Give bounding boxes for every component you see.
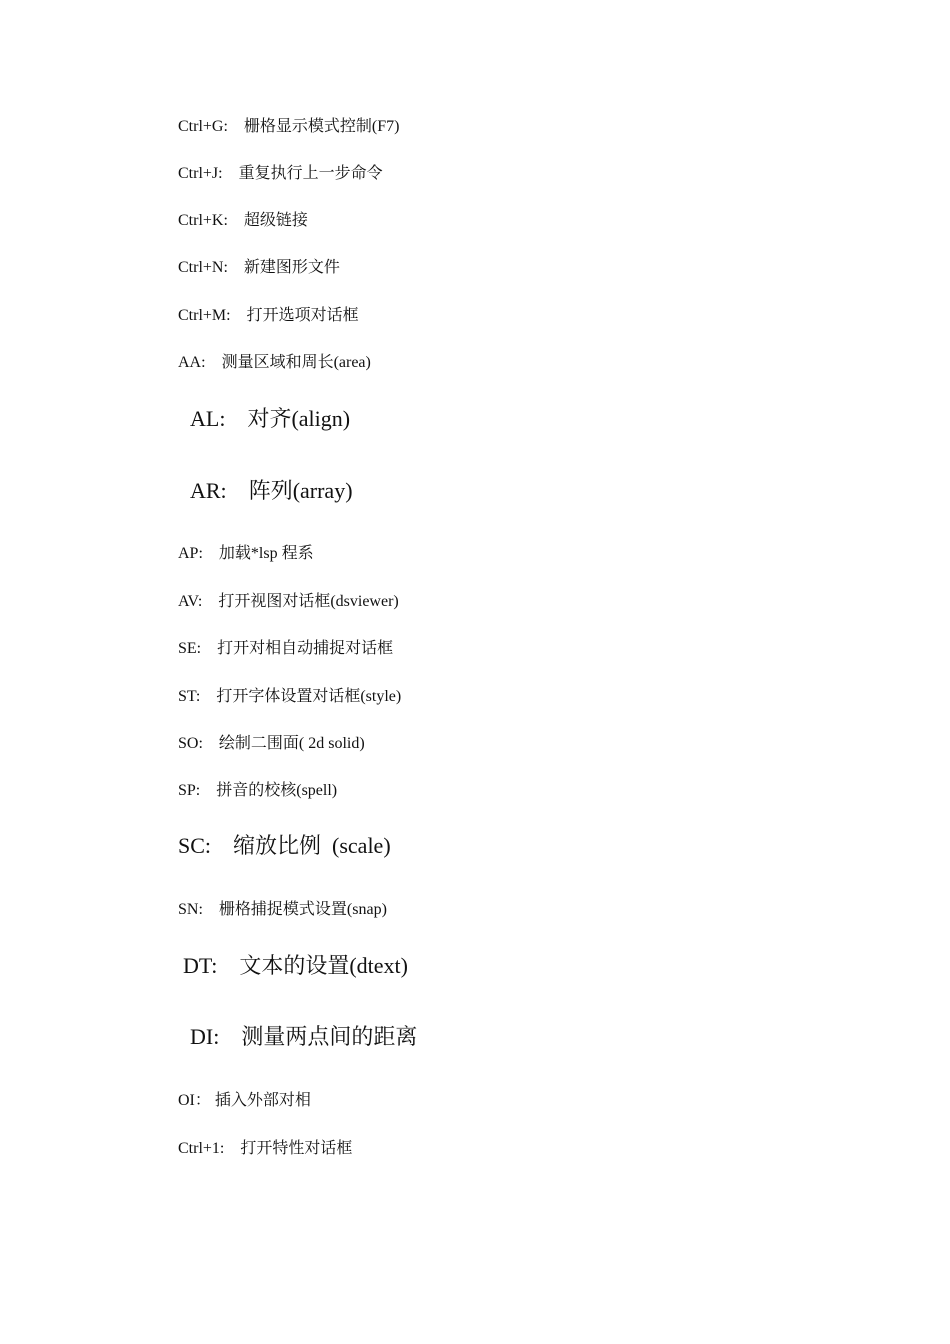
shortcut-key: SC: xyxy=(178,833,212,858)
shortcut-description: 栅格捕捉模式设置(snap) xyxy=(218,901,387,918)
shortcut-entry-dt xyxy=(183,955,408,977)
shortcut-key: AR: xyxy=(190,478,227,503)
shortcut-entry-ctrl-m xyxy=(178,308,359,324)
shortcut-description: 插入外部对相 xyxy=(214,1092,311,1109)
shortcut-entry-av xyxy=(178,594,399,610)
shortcut-key: AP: xyxy=(178,545,203,562)
shortcut-entry-al xyxy=(190,408,350,430)
shortcut-entry-aa xyxy=(178,355,371,371)
shortcut-description: 缩放比例 (scale) xyxy=(233,833,391,858)
shortcut-description: 打开字体设置对话框(style) xyxy=(216,688,402,705)
shortcut-entry-so xyxy=(178,736,365,752)
shortcut-entry-sp xyxy=(178,783,337,799)
shortcut-key: DI: xyxy=(190,1024,220,1049)
shortcut-key: Ctrl+N: xyxy=(178,259,228,276)
shortcut-key: Ctrl+M: xyxy=(178,307,231,324)
shortcut-entry-sc xyxy=(178,835,391,857)
shortcut-key: SP: xyxy=(178,782,201,799)
shortcut-description: 文本的设置(dtext) xyxy=(239,953,408,978)
shortcut-description: 阵列(array) xyxy=(248,478,353,503)
shortcut-key: Ctrl+K: xyxy=(178,212,228,229)
shortcut-entry-se xyxy=(178,641,393,657)
shortcut-description: 拼音的校核(spell) xyxy=(216,782,338,799)
shortcut-entry-di xyxy=(190,1026,417,1048)
shortcut-description: 对齐(align) xyxy=(247,406,351,431)
shortcut-key: SN: xyxy=(178,901,203,918)
shortcut-entry-ctrl-1 xyxy=(178,1141,352,1157)
shortcut-description: 绘制二围面( 2d solid) xyxy=(218,735,365,752)
shortcut-description: 栅格显示模式控制(F7) xyxy=(243,118,400,135)
shortcut-entry-oi xyxy=(178,1093,311,1109)
shortcut-description: 加载*lsp 程系 xyxy=(218,545,314,562)
shortcut-key: AA: xyxy=(178,354,206,371)
shortcut-key: Ctrl+J: xyxy=(178,165,223,182)
shortcut-key: DT: xyxy=(183,953,218,978)
shortcut-description: 打开视图对话框(dsviewer) xyxy=(218,593,399,610)
shortcut-entry-ar xyxy=(190,480,353,502)
shortcut-description: 打开选项对话框 xyxy=(246,307,359,324)
shortcut-description: 打开对相自动捕捉对话框 xyxy=(217,640,394,657)
shortcut-description: 打开特性对话框 xyxy=(240,1140,353,1157)
shortcut-description: 新建图形文件 xyxy=(243,259,340,276)
shortcut-description: 重复执行上一步命令 xyxy=(238,165,383,182)
shortcut-entry-sn xyxy=(178,902,387,918)
shortcut-key: SE: xyxy=(178,640,202,657)
shortcut-entry-ctrl-k xyxy=(178,213,308,229)
shortcut-description: 测量区域和周长(area) xyxy=(221,354,371,371)
shortcut-entry-ctrl-n xyxy=(178,260,340,276)
shortcut-key: AL: xyxy=(190,406,226,431)
shortcut-key: AV: xyxy=(178,593,203,610)
shortcut-description: 超级链接 xyxy=(243,212,308,229)
shortcut-entry-ctrl-g xyxy=(178,119,399,135)
shortcut-key: ST: xyxy=(178,688,201,705)
shortcut-key: SO: xyxy=(178,735,203,752)
shortcut-entry-ctrl-j xyxy=(178,166,383,182)
shortcut-description: 测量两点间的距离 xyxy=(241,1024,418,1049)
shortcut-key: Ctrl+1: xyxy=(178,1140,225,1157)
shortcut-key: OI： xyxy=(178,1092,211,1109)
shortcut-key: Ctrl+G: xyxy=(178,118,228,135)
shortcut-entry-st xyxy=(178,689,401,705)
shortcut-entry-ap xyxy=(178,546,314,562)
